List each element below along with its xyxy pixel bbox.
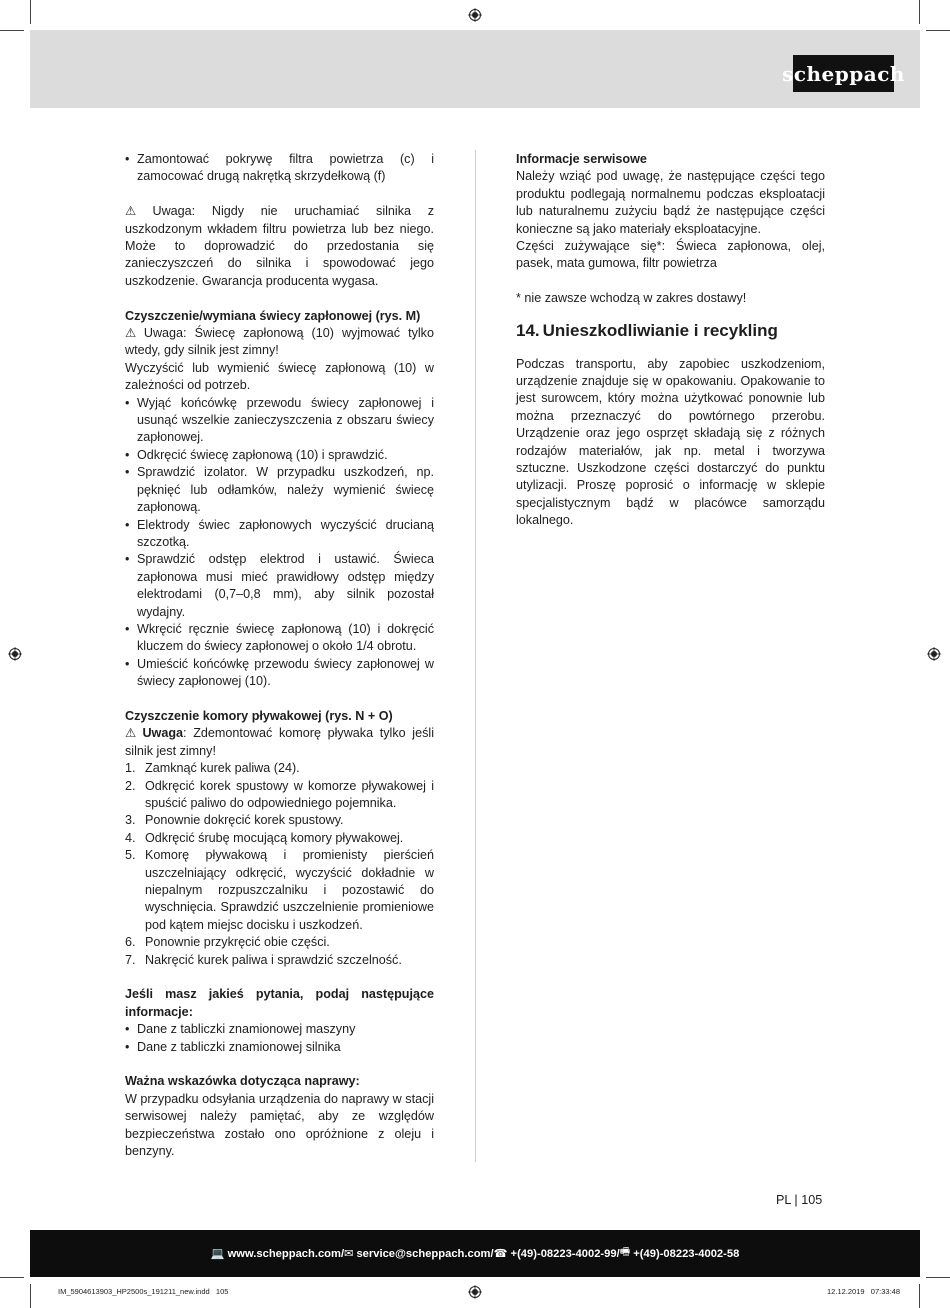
warning-text: : Zdemontować komorę pływaka tylko jeśli silnik jest zimny! [125,726,434,758]
list-item [125,760,434,777]
repair-text: W przypadku odsyłania urządzenia do naprawy w stacji serwisowej należy pamiętać, aby ze względów bezpieczeństwa zostało ono opróżnione z oleju i benzyny. [125,1091,434,1159]
crop-mark [919,0,920,24]
warning-icon: ⚠ [125,726,140,741]
float-chamber-steps [125,760,434,969]
warning-icon: ⚠ [125,204,150,219]
list-item: • Zamontować pokrywę filtra powietrza (c) i zamocować drugą nakrętką skrzydełkową (f) [125,151,434,186]
warning-paragraph [125,203,434,290]
step-text: Ponownie przykręcić obie części. [145,935,330,950]
slug-timestamp: 12.12.2019 07:33:48 [827,1287,900,1296]
separator: / [490,1247,494,1260]
phone-icon: ☎ [493,1248,508,1260]
contact-footer [30,1230,920,1277]
mail-icon: ✉ [344,1248,354,1260]
crop-mark [30,1284,31,1308]
right-column [516,151,825,530]
list-item: • Sprawdzić izolator. W przypadku uszkodzeń, np. pęknięć lub odłamków, należy wymienić świecę zapłonową. [125,464,434,516]
website-link[interactable]: www.scheppach.com [227,1247,341,1260]
registration-mark-icon [8,647,22,661]
crop-mark [919,1284,920,1308]
spark-plug-warning [125,325,434,360]
step-text: Ponownie dokręcić korek spustowy. [145,813,344,828]
list-item [125,830,434,847]
list-item: • Dane z tabliczki znamionowej maszyny [125,1021,434,1038]
warning-text: Uwaga: Świecę zapłonową (10) wyjmować tylko wtedy, gdy silnik jest zimny! [125,326,434,358]
recycling-text: Podczas transportu, aby zapobiec uszkodzeniom, urządzenie znajduje się w opakowaniu. Opakowanie to jest surowcem, który można użytkować ponownie lub można przeznaczyć do powtórnego przerobu. Urządzenie oraz jego osprzęt składają się z różnych rodzajów materiałów, jak np. metal i tworzywa sztuczne. Uszkodzone części dostarczyć do punktu utylizacji. Proszę poprosić o informację w sklepie specjalistycznym bądź w placówce samorządu lokalnego. [516,356,825,528]
warning-icon: ⚠ [125,326,141,341]
list-item [125,812,434,829]
section-14-title [516,320,825,342]
registration-mark-icon [927,647,941,661]
list-item: • Wkręcić ręcznie świecę zapłonową (10) i dokręcić kluczem do świecy zapłonowej o około 1/4 obrotu. [125,621,434,656]
list-item [125,778,434,813]
page-number: PL | 105 [776,1193,823,1207]
step-text: Odkręcić śrubę mocującą komory pływakowej. [145,830,404,845]
questions-list [125,1021,434,1056]
email-link[interactable]: service@scheppach.com [356,1247,491,1260]
crop-mark [30,0,31,24]
left-column [125,151,434,1160]
list-item [125,934,434,951]
spark-plug-heading: Czyszczenie/wymiana świecy zapłonowej (rys. M) [125,308,421,323]
service-heading: Informacje serwisowe [516,152,647,166]
repair-heading: Ważna wskazówka dotycząca naprawy: [125,1074,360,1089]
intro-list [125,151,434,186]
list-item: • Elektrody świec zapłonowych wyczyścić drucianą szczotką. [125,517,434,552]
step-number: 4. [125,830,136,845]
step-number: 3. [125,813,136,828]
registration-mark-icon [468,1285,482,1299]
list-item [125,847,434,934]
step-text: Zamknąć kurek paliwa (24). [145,761,300,776]
phone-number: +(49)-08223-4002-99 [510,1247,617,1260]
column-divider [475,150,476,1162]
crop-mark [0,30,24,31]
registration-mark-icon [468,8,482,22]
service-text: Należy wziąć pod uwagę, że następujące części tego produktu podlegają normalnemu podczas eksploatacji lub naturalnemu zużyciu bądź że następujące części konieczne są jako materiały eksploatacyjne. [516,169,825,236]
wear-parts-text: Części zużywające się*: Świeca zapłonowa, olej, pasek, mata gumowa, filtr powietrza [516,239,825,271]
crop-mark [926,1277,950,1278]
fax-number: +(49)-08223-4002-58 [633,1247,740,1260]
float-chamber-warning [125,725,434,760]
step-text: Odkręcić korek spustowy w komorze pływakowej i spuścić paliwo do odpowiedniego pojemnika. [145,778,434,810]
section-number: 14. [516,320,540,340]
separator: / [616,1247,620,1260]
crop-mark [0,1277,24,1278]
crop-mark [926,30,950,31]
list-item: • Umieścić końcówkę przewodu świecy zapłonowej w świecy zapłonowej (10). [125,656,434,691]
brand-logo: scheppach [793,55,894,92]
section-title-text: Unieszkodliwianie i recykling [542,320,778,340]
step-number: 1. [125,761,136,776]
list-item: • Odkręcić świecę zapłonową (10) i sprawdzić. [125,447,434,464]
step-text: Nakręcić kurek paliwa i sprawdzić szczelność. [145,952,402,967]
list-item [125,952,434,969]
step-number: 5. [125,848,136,863]
list-item: • Sprawdzić odstęp elektrod i ustawić. Świeca zapłonowa musi mieć prawidłowy odstęp między elektrodami (0,7–0,8 mm), aby silnik pozostał wydajny. [125,551,434,621]
step-number: 6. [125,935,136,950]
step-text: Komorę pływakową i promienisty pierścień uszczelniający odkręcić, wyczyścić dokładnie w niepalnym rozpuszczalniku i pozostawić do wyschnięcia. Sprawdzić uszczelnienie promieniowe pod kątem miejsc docisku i uszkodzeń. [145,848,434,932]
laptop-icon: 💻 [210,1248,225,1260]
float-chamber-heading: Czyszczenie komory pływakowej (rys. N + O) [125,708,393,723]
step-number: 2. [125,778,136,793]
list-item: • Wyjąć końcówkę przewodu świecy zapłonowej i usunąć wszelkie zanieczyszczenia z obszaru świecy zapłonowej. [125,395,434,447]
slug-filename: IM_5904613903_HP2500s_191211_new.indd 105 [58,1287,229,1296]
warning-text: Uwaga: Nigdy nie uruchamiać silnika z uszkodzonym wkładem filtru powietrza lub bez niego. Może to doprowadzić do przedostania się zanieczyszczeń do silnika i spowodować jego uszkodzenie. Gwarancja producenta wygasa. [125,204,434,288]
spark-plug-intro: Wyczyścić lub wymienić świecę zapłonową (10) w zależności od potrzeb. [125,360,434,393]
questions-heading: Jeśli masz jakieś pytania, podaj następujące informacje: [125,987,434,1019]
fax-icon: 🖷 [619,1246,631,1258]
step-number: 7. [125,952,136,967]
footnote: * nie zawsze wchodzą w zakres dostawy! [516,291,747,306]
spark-plug-list [125,395,434,691]
warning-label: Uwaga [142,726,184,741]
separator: / [340,1247,345,1260]
list-item: • Dane z tabliczki znamionowej silnika [125,1039,434,1056]
